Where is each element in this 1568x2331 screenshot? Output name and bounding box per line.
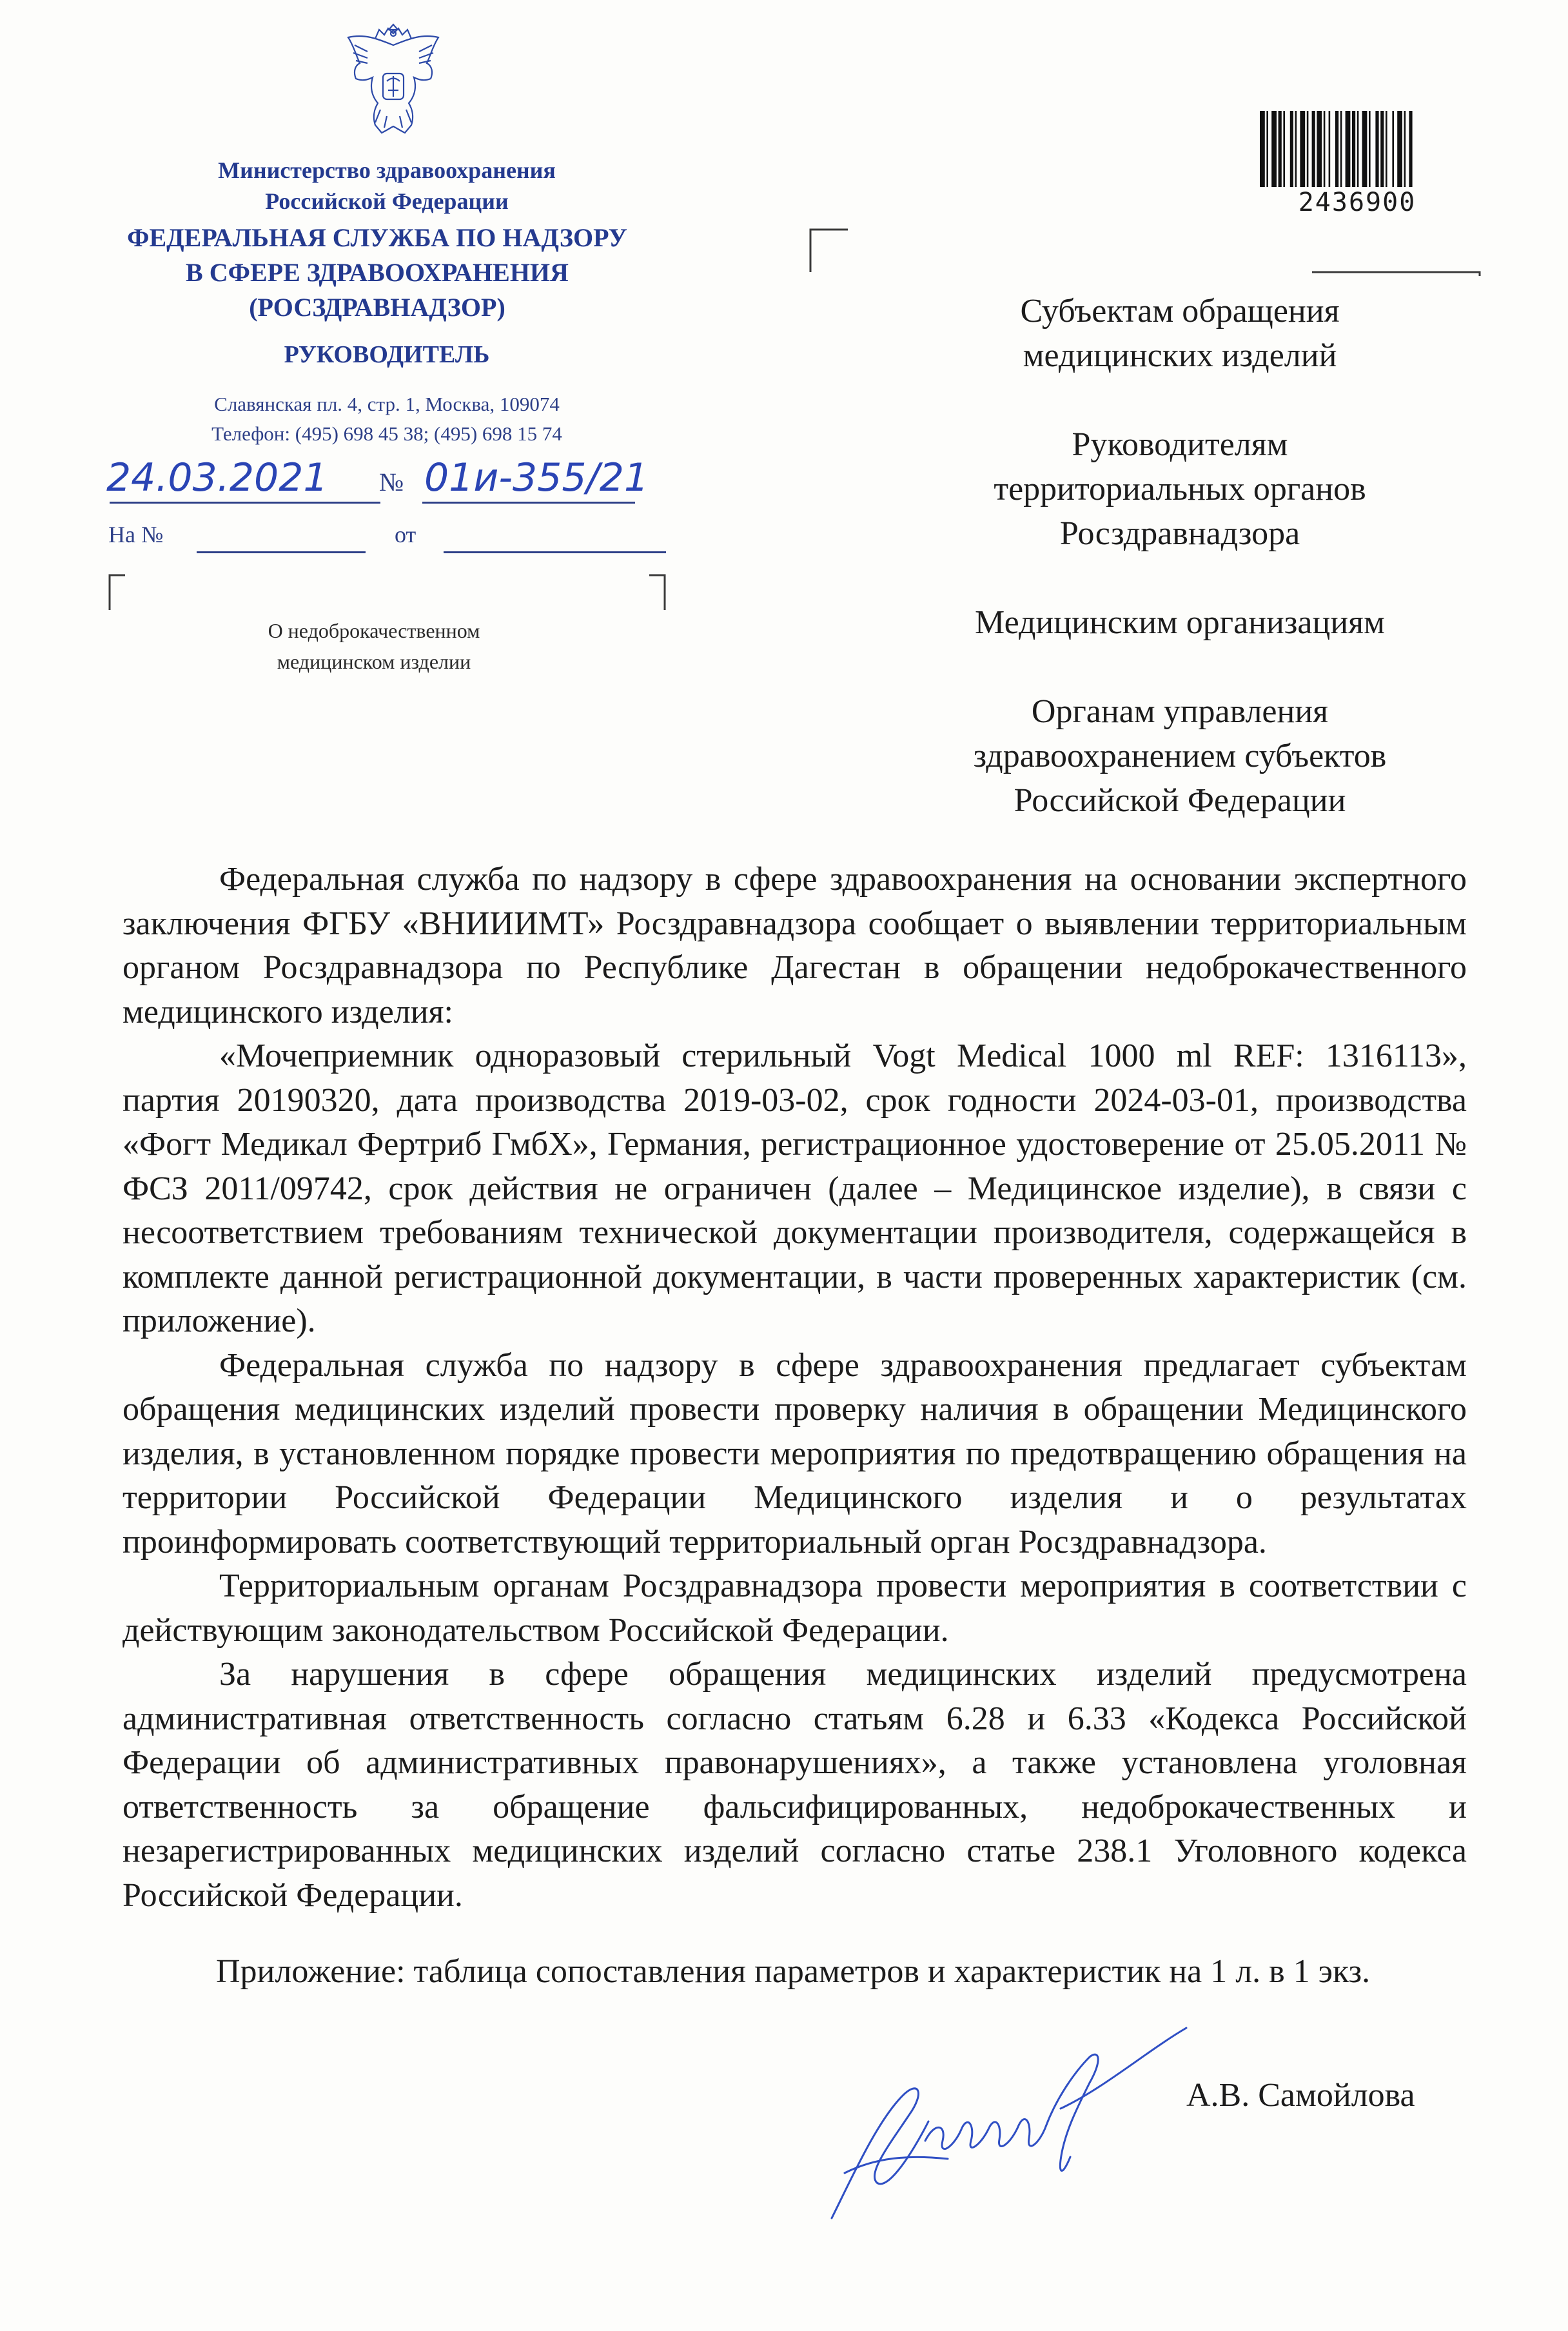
subject-corner-marks <box>108 573 666 611</box>
letter-body <box>122 858 1467 1918</box>
ministry-line-1: Министерство здравоохранения <box>218 157 556 183</box>
body-paragraph: Федеральная служба по надзору в сфере здравоохранения предлагает субъектам обращения медицинских изделий провести проверку наличия в обращении Медицинского изделия, в установленном порядке провести мероприятия по предотвращению обращения на территории Российской Федерации Медицинского изделия и о результатах проинформировать соответствующий территориальный орган Росздравнадзора. <box>122 1346 1467 1560</box>
addressee-corner-marks <box>809 227 1486 279</box>
barcode-bar <box>1375 111 1378 187</box>
service-name <box>71 221 683 325</box>
addressee-line: Субъектам обращения <box>1020 293 1340 329</box>
barcode-bar <box>1295 111 1297 187</box>
barcode-number: 2436900 <box>1298 188 1416 217</box>
barcode-bar <box>1279 111 1282 187</box>
handwritten-signature <box>806 2012 1212 2225</box>
from-line <box>444 551 666 553</box>
addressee-line: Российской Федерации <box>1014 782 1346 819</box>
barcode-bar <box>1357 111 1359 187</box>
barcode-bar <box>1312 111 1315 187</box>
addressee-group <box>890 600 1470 645</box>
barcode-bar <box>1283 111 1285 187</box>
reply-to-line <box>197 551 366 553</box>
barcode <box>1257 111 1457 221</box>
barcode-bar <box>1260 111 1265 187</box>
subject-line-1: О недоброкачественном <box>268 619 480 642</box>
body-paragraph: За нарушения в сфере обращения медицинских изделий предусмотрена административная ответственность согласно статьям 6.28 и 6.33 «Кодекса Российской Федерации об административных правонарушениях», а также установлена уголовная ответственность за обращение фальсифицированных, недоброкачественных и незарегистрированных медицинских изделий согласно статье 238.1 Уголовного кодекса Российской Федерации. <box>122 1656 1467 1914</box>
letter-subject <box>155 615 593 677</box>
barcode-bar <box>1307 111 1309 187</box>
address-line: Славянская пл. 4, стр. 1, Москва, 109074 <box>214 393 560 415</box>
head-title: РУКОВОДИТЕЛЬ <box>284 341 490 368</box>
barcode-bar <box>1329 111 1331 187</box>
service-line-3: (РОСЗДРАВНАДЗОР) <box>249 293 505 322</box>
barcode-bar <box>1290 111 1293 187</box>
barcode-bar <box>1392 111 1394 187</box>
barcode-bar <box>1324 111 1326 187</box>
registration-date: 24.03.2021 <box>106 455 328 500</box>
service-line-2: В СФЕРЕ ЗДРАВООХРАНЕНИЯ <box>186 258 569 287</box>
address-block <box>97 389 677 449</box>
barcode-bar <box>1397 111 1402 187</box>
barcode-bar <box>1369 111 1371 187</box>
body-paragraph: Федеральная служба по надзору в сфере здравоохранения на основании экспертного заключения ФГБУ «ВНИИИМТ» Росздравнадзора сообщает о выявлении территориальным органом Росздравнадзора по Республике Дагестан в обращении недоброкачественного медицинского изделия: <box>122 861 1467 1030</box>
attachment-note: Приложение: таблица сопоставления параметров и характеристик на 1 л. в 1 экз. <box>216 1953 1371 1990</box>
barcode-bar <box>1404 111 1406 187</box>
ministry-line-2: Российской Федерации <box>265 188 509 214</box>
barcode-bar <box>1380 111 1384 187</box>
addressee-line: Органам управления <box>1031 693 1329 730</box>
subject-line-2: медицинском изделии <box>277 650 471 673</box>
service-line-1: ФЕДЕРАЛЬНАЯ СЛУЖБА ПО НАДЗОРУ <box>127 223 627 252</box>
barcode-bar <box>1317 111 1322 187</box>
barcode-bar <box>1362 111 1367 187</box>
body-paragraph: Территориальным органам Росздравнадзора провести мероприятия в соответствии с действующим законодательством Российской Федерации. <box>122 1568 1467 1649</box>
addressee-line: Руководителям <box>1072 426 1288 463</box>
addressee-line: Медицинским организациям <box>975 604 1385 641</box>
barcode-bar <box>1352 111 1355 187</box>
addressee-line: Росздравнадзора <box>1059 515 1300 552</box>
barcode-bar <box>1386 111 1387 187</box>
addressee-block <box>890 289 1470 823</box>
number-sign: № <box>379 467 404 497</box>
barcode-bar <box>1340 111 1342 187</box>
barcode-bars <box>1257 111 1457 187</box>
barcode-bar <box>1335 111 1338 187</box>
addressee-line: медицинских изделий <box>1023 337 1337 374</box>
phone-line: Телефон: (495) 698 45 38; (495) 698 15 74 <box>211 422 562 445</box>
barcode-bar <box>1300 111 1305 187</box>
barcode-bar <box>1409 111 1412 187</box>
addressee-line: здравоохранением субъектов <box>973 738 1387 774</box>
registration-number: 01и-355/21 <box>424 455 649 500</box>
barcode-bar <box>1271 111 1277 187</box>
reply-to-label: На № <box>108 522 164 547</box>
signer-name: А.В. Самойлова <box>1186 2077 1415 2114</box>
barcode-bar <box>1266 111 1268 187</box>
ministry-name <box>97 155 677 217</box>
coat-of-arms-emblem <box>342 19 445 142</box>
addressee-group <box>890 289 1470 378</box>
addressee-group <box>890 689 1470 823</box>
addressee-line: территориальных органов <box>994 471 1366 507</box>
date-underline <box>110 502 380 504</box>
barcode-bar <box>1346 111 1351 187</box>
addressee-group <box>890 422 1470 556</box>
product-paragraph: «Мочеприемник одноразовый стерильный Vogt Medical 1000 ml REF: 1316113», партия 20190320, дата производства 2019-03-02, срок годности 2024-03-01, производства «Фогт Медикал Фертриб ГмбХ», Германия, регистрационное удостоверение от 25.05.2011 № ФСЗ 2011/09742, срок действия не ограничен (далее – Медицинское изделие), в связи с несоответствием требованиям технической документации производителя, содержащейся в комплекте данной регистрационной документации, в части проверенных характеристик (см. приложение). <box>122 1038 1467 1339</box>
number-underline <box>422 502 635 504</box>
from-label: от <box>395 522 416 547</box>
